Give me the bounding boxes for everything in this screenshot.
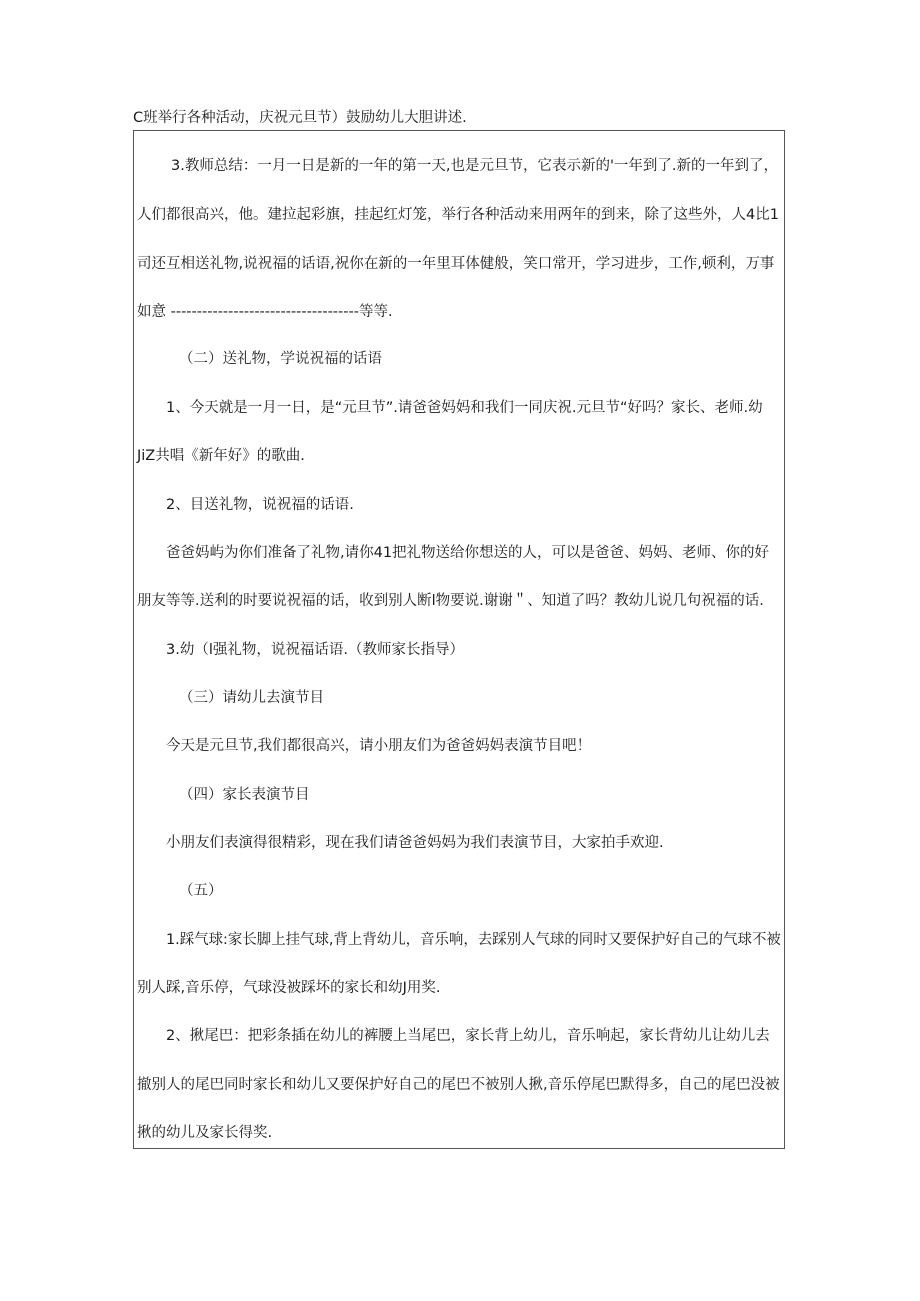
section-heading-3: （三）请幼儿去演节目	[179, 690, 324, 706]
text-line-summary-4: 如意 ------------------------------------等等.	[137, 304, 393, 320]
text-line-gift-6: 3.幼（l强礼物，说祝福话语.（教师家长指导）	[166, 642, 464, 658]
section-heading-2: （二）送礼物，学说祝福的话语	[179, 351, 382, 367]
text-line-gift-3: 2、目送礼物，说祝福的话语.	[166, 497, 354, 513]
section-heading-5: （五）	[179, 883, 223, 899]
text-line-game-5: 揪的幼儿及家长得奖.	[137, 1125, 273, 1141]
text-line-gift-4: 爸爸妈屿为你们准备了礼物,请你41把礼物送给你想送的人，可以是爸爸、妈妈、老师、你的好	[166, 545, 770, 561]
section-heading-4: （四）家长表演节目	[179, 787, 310, 803]
text-line-parents-1: 小朋友们表演得很精彩，现在我们请爸爸妈妈为我们表演节目，大家拍手欢迎.	[166, 835, 664, 851]
text-line-gift-2: JiZ共唱《新年好》的歌曲.	[137, 448, 305, 464]
text-line-summary-2: 人们都很高兴，他。建拉起彩旗，挂起红灯笼，举行各种活动来用两年的到来，除了这些外，人4比1	[137, 207, 779, 223]
text-line-perform-1: 今天是元旦节,我们都很高兴，请小朋友们为爸爸妈妈表演节目吧！	[166, 738, 592, 754]
text-line-game-4: 撤别人的尾巴同时家长和幼儿又要保护好自己的尾巴不被别人揪,音乐停尾巴默得多，自己的尾巴没被	[137, 1077, 780, 1093]
text-line-summary-3: 司还互相送礼物,说祝福的话语,祝你在新的一年里耳体健般，笑口常开，学习进步，工作,顿利，万事	[137, 256, 775, 272]
text-line-gift-5: 朋友等等.送利的时要说祝福的话，收到别人断l物要说.谢谢＂、知道了吗？教幼儿说几句祝福的话.	[137, 593, 764, 609]
text-line-game-3: 2、揪尾巴：把彩条插在幼儿的裤腰上当尾巴，家长背上幼儿，音乐响起，家长背幼儿让幼儿去	[166, 1028, 770, 1044]
text-line-game-1: 1.踩气球:家长脚上挂气球,背上背幼儿，音乐响，去踩别人气球的同时又要保护好自己的气球不被	[166, 932, 781, 948]
text-line-intro: C班举行各种活动，庆祝元旦节）鼓励幼儿大胆讲述.	[133, 110, 467, 126]
text-line-summary-1: 3.教师总结：一月一日是新的一年的第一天,也是元旦节，它表示新的'一年到了.新的一年到了，	[171, 158, 779, 174]
text-line-game-2: 别人踩,音乐停，气球没被踩坏的家长和幼J用奖.	[137, 980, 441, 996]
text-line-gift-1: 1、今天就是一月一日，是“元旦节”.请爸爸妈妈和我们一同庆祝.元旦节“好吗？家长、老师.幼	[166, 400, 763, 416]
